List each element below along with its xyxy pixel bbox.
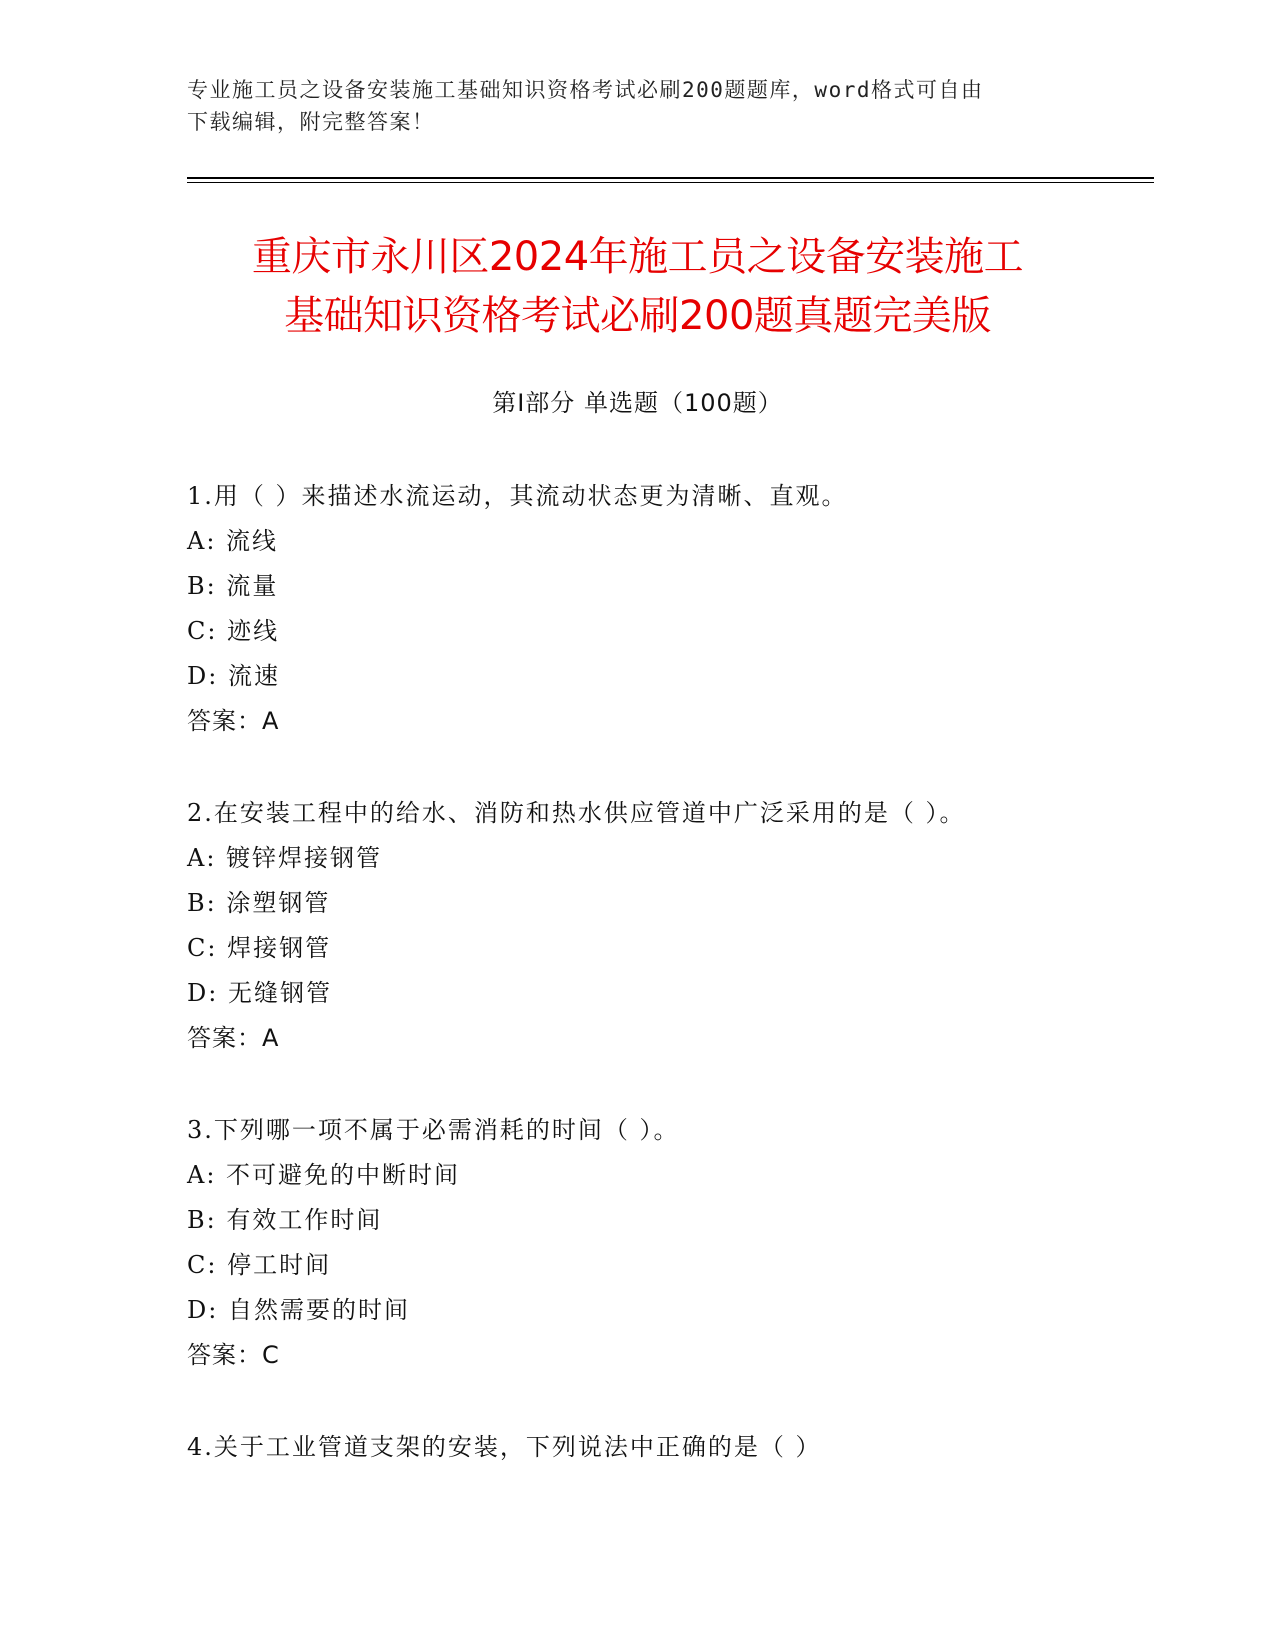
option-c: C: 停工时间 <box>187 1251 332 1279</box>
question-3 <box>187 1108 1147 1378</box>
header-note-line-2: 下载编辑，附完整答案！ <box>187 110 435 134</box>
section-title: 第Ⅰ部分 单选题（100题） <box>492 389 783 417</box>
answer: 答案：A <box>187 1024 280 1052</box>
question-stem: 3.下列哪一项不属于必需消耗的时间（ ）。 <box>187 1116 680 1144</box>
question-4 <box>187 1425 1147 1470</box>
header-note <box>187 74 1087 138</box>
option-d: D: 流速 <box>187 662 280 690</box>
question-stem: 4.关于工业管道支架的安装，下列说法中正确的是（ ） <box>187 1433 822 1461</box>
question-stem: 2.在安装工程中的给水、消防和热水供应管道中广泛采用的是（ ）。 <box>187 799 966 827</box>
option-a: A: 流线 <box>187 527 279 555</box>
option-a: A: 不可避免的中断时间 <box>187 1161 461 1189</box>
document-title <box>130 228 1145 346</box>
document-title-line-2: 基础知识资格考试必刷200题真题完美版 <box>284 293 991 339</box>
question-stem: 1.用（ ）来描述水流运动，其流动状态更为清晰、直观。 <box>187 482 848 510</box>
answer: 答案：A <box>187 707 280 735</box>
answer: 答案：C <box>187 1341 280 1369</box>
option-b: B: 流量 <box>187 572 279 600</box>
document-title-line-1: 重庆市永川区2024年施工员之设备安装施工 <box>251 234 1024 280</box>
option-c: C: 焊接钢管 <box>187 934 332 962</box>
option-c: C: 迹线 <box>187 617 280 645</box>
header-note-line-1: 专业施工员之设备安装施工基础知识资格考试必刷200题题库，word格式可自由 <box>187 78 984 102</box>
option-a: A: 镀锌焊接钢管 <box>187 844 383 872</box>
header-rule-thick <box>187 177 1154 179</box>
header-rule-thin <box>187 182 1154 183</box>
option-d: D: 无缝钢管 <box>187 979 332 1007</box>
question-1 <box>187 474 1147 744</box>
option-b: B: 有效工作时间 <box>187 1206 383 1234</box>
option-b: B: 涂塑钢管 <box>187 889 331 917</box>
question-2 <box>187 791 1147 1061</box>
option-d: D: 自然需要的时间 <box>187 1296 410 1324</box>
